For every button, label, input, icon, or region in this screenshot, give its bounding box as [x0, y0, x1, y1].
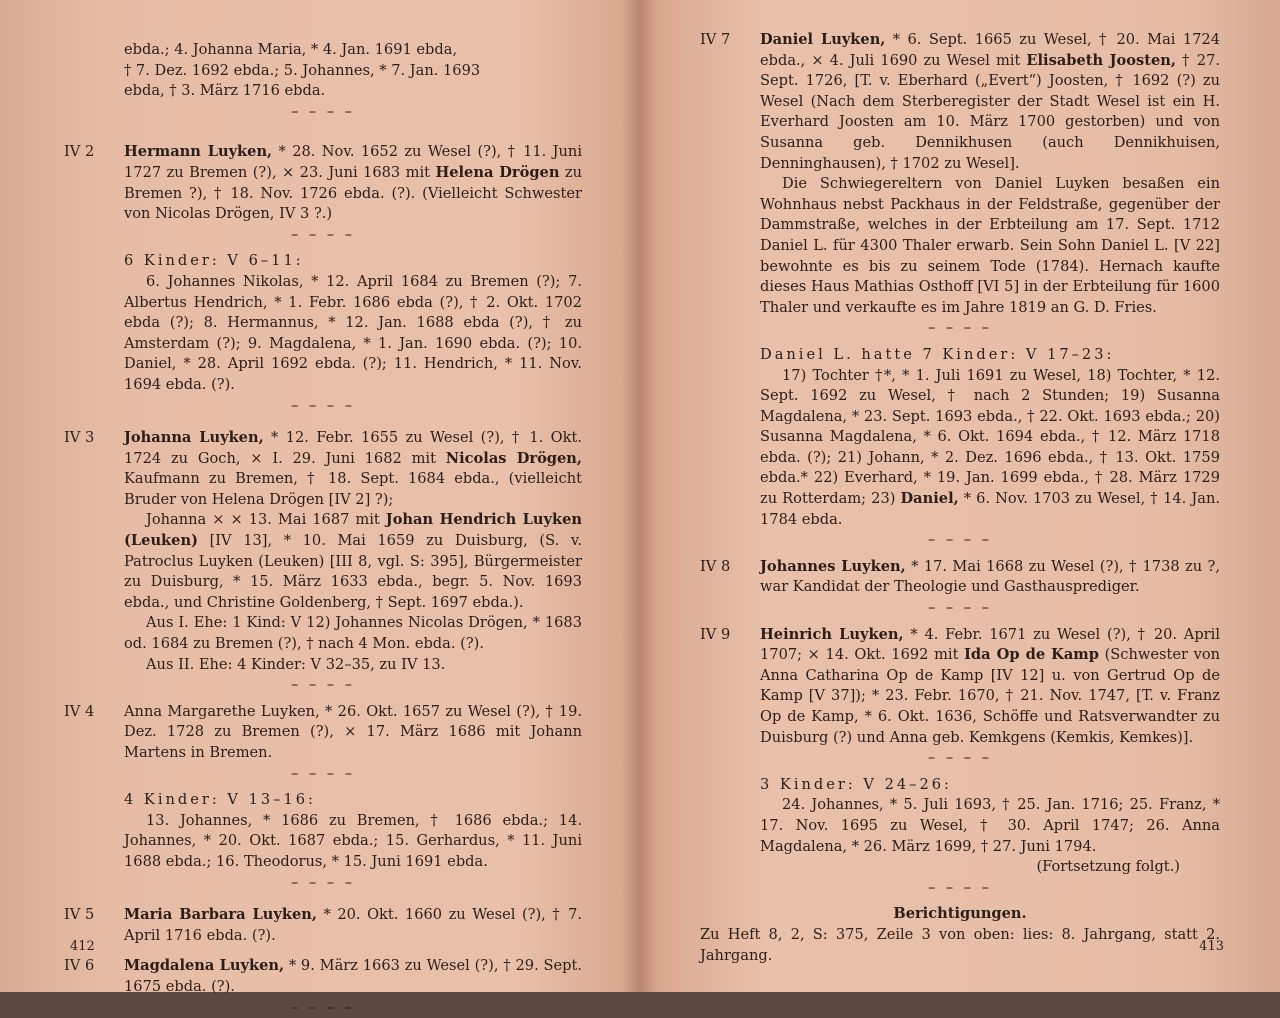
- separator: – – – –: [927, 531, 993, 549]
- spouse-name: Ida Op de Kamp: [964, 646, 1099, 664]
- entry-text-part: * 20. Okt. 1660 zu Wesel (?), † 7. April 1716 ebda. (?).: [124, 906, 582, 944]
- entry-text: [124, 142, 582, 224]
- entry-text: [760, 557, 1220, 598]
- entry-iv9: [700, 625, 1220, 749]
- children-block: [700, 775, 1220, 857]
- children-list: 24. Johannes, * 5. Juli 1693, † 25. Jan. 1716; 25. Franz, * 17. Nov. 1695 zu Wesel, † 30. April 1747; 26. Anna Magdalena, * 26. März 1699, † 27. Juni 1794.: [760, 796, 1220, 855]
- entry-iv6: [64, 956, 582, 997]
- children-block: [64, 251, 582, 395]
- continuation-note: (Fortsetzung folgt.): [1036, 858, 1180, 876]
- left-page: [0, 0, 630, 1016]
- separator: – – – –: [290, 102, 356, 120]
- entry-iv7: [700, 30, 1220, 318]
- entry-text-part: Johanna × × 13. Mai 1687 mit: [146, 511, 386, 529]
- separator: – – – –: [927, 878, 993, 896]
- page-number: 413: [1199, 939, 1224, 955]
- person-name: Daniel Luyken,: [760, 31, 886, 48]
- entry-text-part: * 17. Mai 1668 zu Wesel (?), † 1738 zu ?, war Kandidat der Theologie und Gasthausprediger.: [760, 557, 1220, 596]
- child-name: Daniel,: [900, 490, 959, 508]
- children-heading: 6 Kinder: V 6–11:: [124, 252, 304, 270]
- separator: – – – –: [927, 749, 993, 767]
- children-list: [760, 366, 1220, 531]
- entry-body: [760, 557, 1220, 598]
- entry-text: [124, 905, 582, 946]
- page-number: 412: [70, 939, 95, 955]
- entry-text-part: zu Bremen ?), † 18. Nov. 1726 ebda. (?). (Vielleicht Schwester von Nicolas Drögen, IV 3 ?.): [124, 163, 582, 223]
- entry-number: IV 7: [700, 31, 731, 48]
- children-text-part: * 6. Nov. 1703 zu Wesel, † 14. Jan. 1784 ebda.: [760, 490, 1220, 528]
- spouse-name: Elisabeth Joosten,: [1026, 51, 1176, 69]
- children-heading: Daniel L. hatte 7 Kinder: V 17–23:: [760, 345, 1115, 363]
- corrections-text: Zu Heft 8, 2, S: 375, Zeile 3 von oben: lies: 8. Jahrgang, statt 2. Jahrgang.: [700, 925, 1220, 964]
- children-block: [700, 345, 1220, 530]
- children-block: [64, 790, 582, 872]
- spouse-name: Helena Drögen: [435, 163, 560, 181]
- person-name: Hermann Luyken,: [124, 143, 273, 161]
- spouse-name: Johan Hendrich Luyken (Leuken): [124, 511, 582, 550]
- entry-number: IV 2: [64, 143, 95, 161]
- entry-text: [760, 625, 1220, 749]
- entry-text: [124, 956, 582, 997]
- entry-iv3: [64, 428, 582, 675]
- entry-text: Aus I. Ehe: 1 Kind: V 12) Johannes Nicolas Drögen, * 1683 od. 1684 zu Bremen (?), † nach 4 Mon. ebda. (?).: [124, 614, 582, 653]
- entry-body: [760, 30, 1220, 318]
- entry-number: IV 6: [64, 957, 95, 975]
- person-name: Heinrich Luyken,: [760, 625, 904, 643]
- entry-text-part: * 4. Febr. 1671 zu Wesel (?), † 20. April 1707; × 14. Okt. 1692 mit: [760, 625, 1220, 664]
- entry-number: IV 4: [64, 702, 95, 720]
- children-list: 6. Johannes Nikolas, * 12. April 1684 zu Bremen (?); 7. Albertus Hendrich, * 1. Febr. 1686 ebda (?), † 2. Okt. 1702 ebda (?); 8. Hermannus, * 12. Jan. 1688 ebda (?), † zu Amsterdam (?); 9. Magdalena, * 1. Jan. 1690 ebda. (?); 10. Daniel, * 28. April 1692 ebda. (?); 11. Hendrich, * 11. Nov. 1694 ebda. (?).: [124, 272, 582, 393]
- person-name: Johanna Luyken,: [124, 429, 264, 447]
- separator: – – – –: [290, 873, 356, 891]
- entry-iv8: [700, 557, 1220, 598]
- entry-text: Aus II. Ehe: 4 Kinder: V 32–35, zu IV 13.: [146, 655, 446, 673]
- separator: – – – –: [290, 676, 356, 694]
- entry-text: [760, 30, 1220, 174]
- children-text-part: 17) Tochter †*, * 1. Juli 1691 zu Wesel, 18) Tochter, * 12. Sept. 1692 zu Wesel, † nach 2 Stunden; 19) Susanna Magdalena, * 23. Sept. 1693 ebda., † 22. Okt. 1693 ebda.; 20) Susanna Magdalena, * 6. Okt. 1694 ebda., † 12. März 1718 ebda. (?); 21) Johann, * 2. Dez. 1696 ebda., † 13. Okt. 1759 ebda.* 22) Everhard, * 19. Jan. 1699 ebda., † 28. März 1729 zu Rotterdam; 23): [760, 366, 1220, 508]
- entry-number: IV 5: [64, 906, 95, 924]
- entry-body: [124, 956, 582, 997]
- entry-text: [124, 428, 582, 510]
- entry-text-part: * 28. Nov. 1652 zu Wesel (?), † 11. Juni 1727 zu Bremen (?), × 23. Juni 1683 mit: [124, 143, 582, 181]
- entry-text-part: Kaufmann zu Bremen, † 18. Sept. 1684 ebda., (vielleicht Bruder von Helena Drögen [IV 2] ?);: [124, 470, 582, 508]
- entry-text: Anna Margarethe Luyken, * 26. Okt. 1657 zu Wesel (?), † 19. Dez. 1728 zu Bremen (?), × 17. März 1686 mit Johann Martens in Bremen.: [124, 702, 582, 761]
- person-name: Maria Barbara Luyken,: [124, 906, 317, 924]
- entry-text-part: (Schwester von Anna Catharina Op de Kamp [IV 12] u. von Gertrud Op de Kamp [V 37]); * 23. Febr. 1670, † 21. Nov. 1747, [T. v. Franz Op de Kamp, * 6. Okt. 1636, Schöffe und Ratsverwandter zu Duisburg (?) und Anna geb. Kemkgens (Kemkis, Kemkes)].: [760, 646, 1221, 746]
- entry-iv2: [64, 142, 582, 224]
- text-line: † 7. Dez. 1692 ebda.; 5. Johannes, * 7. Jan. 1693: [124, 61, 481, 79]
- entry-number: IV 3: [64, 429, 95, 447]
- separator: – – – –: [927, 599, 993, 617]
- entry-text-part: † 27. Sept. 1726, [T. v. Eberhard („Evert“) Joosten, † 1692 (?) zu Wesel (Nach dem Sterberegister der Stadt Wesel ist ein H. Everhard Joosten am 10. März 1700 gestorben) und von Susanna geb. Dennikhusen (auch Dennikhuisen, Denninghausen), † 1702 zu Wesel].: [760, 51, 1220, 172]
- separator: – – – –: [290, 396, 356, 414]
- entry-number: IV 9: [700, 625, 731, 643]
- entry-text-part: * 6. Sept. 1665 zu Wesel, † 20. Mai 1724 ebda., × 4. Juli 1690 zu Wesel mit: [760, 31, 1220, 69]
- corrections-title: Berichtigungen.: [893, 905, 1027, 923]
- entry-text-part: * 12. Febr. 1655 zu Wesel (?), † 1. Okt. 1724 zu Goch, × I. 29. Juni 1682 mit: [124, 429, 582, 467]
- separator: – – – –: [927, 319, 993, 337]
- entry-iv4: [64, 702, 582, 764]
- person-name: Magdalena Luyken,: [124, 957, 285, 975]
- entry-body: [124, 905, 582, 946]
- entry-text: Die Schwiegereltern von Daniel Luyken besaßen ein Wohnhaus nebst Packhaus in der Feldstraße, gegenüber der Dammstraße, welches in der Erbteilung am 17. Sept. 1712 Daniel L. für 4300 Thaler erwarb. Sein Sohn Daniel L. [V 22] bewohnte es bis zu seinem Tode (1784). Hernach kaufte dieses Haus Mathias Osthoff [VI 5] in der Erbteilung für 1600 Thaler und verkaufte es im Jahre 1819 an G. D. Fries.: [760, 175, 1220, 316]
- text-line: ebda.; 4. Johanna Maria, * 4. Jan. 1691 ebda,: [124, 41, 458, 58]
- children-heading: 3 Kinder: V 24–26:: [760, 775, 952, 793]
- text-line: ebda, † 3. März 1716 ebda.: [124, 82, 326, 100]
- separator: – – – –: [290, 998, 356, 1016]
- entry-body: [124, 702, 582, 764]
- children-list: 13. Johannes, * 1686 zu Bremen, † 1686 ebda.; 14. Johannes, * 20. Okt. 1687 ebda.; 15. Gerhardus, * 11. Juni 1688 ebda.; 16. Theodorus, * 15. Juni 1691 ebda.: [124, 811, 582, 870]
- separator: – – – –: [290, 225, 356, 243]
- entry-number: IV 8: [700, 557, 731, 575]
- entry-text-part: * 9. März 1663 zu Wesel (?), † 29. Sept. 1675 ebda. (?).: [124, 957, 582, 995]
- entry-body: [124, 428, 582, 675]
- entry-text-part: [IV 13], * 10. Mai 1659 zu Duisburg, (S. v. Patroclus Luyken (Leuken) [III 8, vgl. S: 395], Bürgermeister zu Duisburg, * 15. März 1633 ebda., begr. 5. Nov. 1693 ebda., und Christine Goldenberg, † Sept. 1697 ebda.).: [124, 532, 582, 611]
- children-heading: 4 Kinder: V 13–16:: [124, 791, 316, 809]
- entry-body: [760, 625, 1220, 749]
- entry-text: [124, 510, 582, 613]
- continued-text: [64, 40, 582, 102]
- separator: – – – –: [290, 764, 356, 782]
- right-page: [650, 0, 1280, 992]
- spouse-name: Nicolas Drögen,: [445, 449, 582, 467]
- entry-iv5: [64, 905, 582, 946]
- entry-body: [124, 142, 582, 224]
- person-name: Johannes Luyken,: [760, 557, 906, 575]
